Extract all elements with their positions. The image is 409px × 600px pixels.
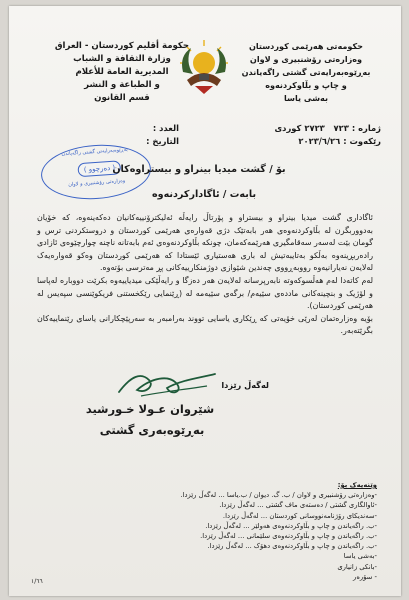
body-paragraph: لەم کاتەدا لەم هەڵسوکەوتە نابەرپرسانە لەلایەن هەر دەزگا و رایەڵێکی میدیاییەوە بکرێت دووبارە لەپاسا و لۆژیک و بنچینەکانی ماددەی سێیەم/ برگەی سێیەمە لە (ڕێنمایی رێکخستنی فریکوێنسی سپەیس لە هەرێمی کوردستان). [37,275,373,311]
letterhead-line: وزارة الثقافة و الشباب [73,54,171,64]
stamp-badge: ( دەرچوو ) [77,160,121,177]
number-value: ٧٢٣ [333,123,349,133]
stamp-ring-text: بەڕێوەبەرایەتی گشتی راگەیاندن [61,146,128,158]
handwritten-signature [111,366,221,402]
letterhead-line: و چاپ و بڵاوکردنەوە [265,80,347,90]
number-row [221,122,381,135]
closing-regards: لەگەڵ رێزدا [221,380,269,390]
letterhead-line: قسم القانون [94,93,150,103]
copy-item: -ئاوالگاری گشتی / دەستەی ماف گشتی ... لەگەڵ رێزدا. [219,501,377,510]
kurdish-letterhead [231,40,381,105]
letter-sheet [9,6,401,596]
letterhead-line: المديرية العامة للأعلام [75,67,169,77]
date-row [221,135,381,148]
copy-item: -وەزارەتی رۆشنبیری و لاوان / ب. گ. دیوان / ب.یاسا ... لەگەڵ رێزدا. [180,491,377,500]
copy-item: -ب. راگەیاندن و چاپ و بڵاوکردنەوەی سلێمانی ... لەگەڵ رێزدا. [200,532,377,541]
copies-title: وێنەیەک بۆ: [337,481,377,489]
letter-body [37,212,373,338]
date-label: رێکەوت : [343,136,381,146]
letterhead-line: بەڕێوەبەرایەتی گشتی راگەیاندن [241,67,371,77]
ar-date-label: التاريخ : [146,136,179,146]
copy-item: - سۆرەر [353,572,377,581]
copy-item: -سەندیکای رۆژنامەنووسانی کوردستان ... لەگەڵ رێزدا. [222,511,377,520]
letterhead-line: حکومەتی هەرێمی کوردستان [248,41,364,51]
date-value: ٢٠٢٣/٦/٢٦ [298,136,341,146]
copy-item: -ب. راگەیاندن و چاپ و بڵاوکردنەوەی دهۆک ... لەگەڵ رێزدا. [207,542,377,551]
letterhead-line: بەشی یاسا [284,93,328,103]
letterhead-line: حكومة أقليم كوردستان - العراق [54,41,190,51]
letterhead-line: وەزارەتی رۆشنبیری و لاوان [249,54,363,64]
kurdish-year: ٢٧٢٣ کوردی [274,123,325,133]
number-label: ژمارە : [351,123,381,133]
signatory-name: شێروان عـولا خـورشید [85,402,215,416]
copy-item: -بەشی یاسا [343,552,377,561]
recipient-line: بۆ / گشت میدیا بینراو و بیستراوەکان [112,164,286,175]
copy-item: -ب. راگەیاندن و چاپ و بڵاوکردنەوەی هەولێر ... لەگەڵ رێزدا. [205,521,377,530]
stamp-ring-text: وەزارەتی رۆشنبیری و لاوان [68,177,126,188]
body-paragraph: ئاگاداری گشت میدیا بینراو و بیستراو و پۆرتاڵ رایەڵە ئەلیکترۆنییەکانیان دەکەینەوە، کە خۆیان بەدووربگرن لە بڵاوکردنەوەی هەر بابەتێک دژی قەوارەی هەرێمی کوردستان و دروستکردنی ترس و گومان بێت لەسەر سەقامگیری هەرێمەکەمان، چونکە بڵاوکردنەوەی ئەم بابەتانە ناچنە چوارچێوەی ئازادی رادەربڕینەوە بەڵکو بەتایبەتیش لە باری هەستیاری ئێستادا کە هەرێمی کوردستان وەکو قەوارەیەک لەلایەن نەیارانیەوە رووبەڕووی چەندین شێوازی دوژمنکارییەکانی پڕ مەترسی بۆتەوە. [37,213,373,273]
page-footer-code: ١/٦٦ [31,578,43,585]
letterhead-line: و الطباعة و النشر [84,80,160,90]
ar-number-label: العدد : [152,123,179,133]
arabic-letterhead [47,40,197,105]
body-paragraph: بۆیە وەزارەتمان لەرێی خۆیەتی کە ڕێکاری یاسایی تووند بەرامبەر بە سەرپێچکارانی یاسای رێنماییەکان بگرێتەبەر. [37,313,373,336]
subject-line: بابەت / ئاگادارکردنەوە [151,189,257,200]
reference-block [221,122,381,148]
signatory-title: بەڕێوەبەری گشتی [99,423,205,437]
copy-item: -بانکی زانیاری [337,562,377,571]
copies-list [167,480,377,582]
arabic-reference-block [49,122,179,148]
